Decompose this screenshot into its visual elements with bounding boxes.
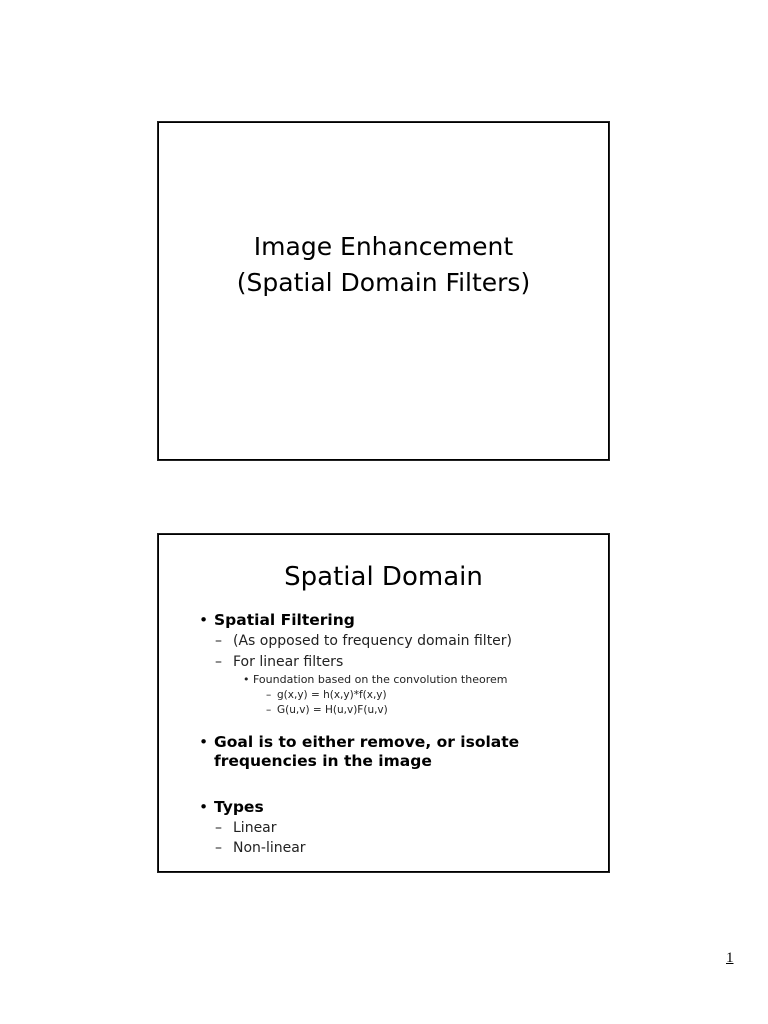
formula-item bbox=[266, 688, 387, 702]
bullet-text: Spatial Filtering bbox=[214, 611, 355, 629]
sub-bullet-text: Linear bbox=[233, 820, 277, 836]
formula-text: g(x,y) = h(x,y)*f(x,y) bbox=[277, 689, 387, 701]
sub-bullet-item bbox=[215, 632, 513, 650]
bullet-icon: • bbox=[199, 798, 209, 816]
sub-bullet-text: (As opposed to frequency domain filter) bbox=[233, 633, 513, 649]
sub-bullet-text: For linear filters bbox=[233, 654, 344, 670]
bullet-item bbox=[199, 611, 355, 630]
dash-icon: – bbox=[215, 820, 222, 836]
bullet-icon: • bbox=[243, 673, 250, 686]
dash-icon: – bbox=[215, 840, 222, 856]
dash-icon: – bbox=[215, 633, 222, 649]
bullet-icon: • bbox=[199, 611, 209, 629]
formula-text: G(u,v) = H(u,v)F(u,v) bbox=[277, 704, 388, 716]
slide-spatial-domain bbox=[158, 534, 609, 872]
bullet-text-line-2: frequencies in the image bbox=[214, 752, 432, 770]
slide-title-heading bbox=[159, 229, 608, 301]
dash-icon: – bbox=[266, 689, 272, 701]
dash-icon: – bbox=[215, 654, 222, 670]
bullet-icon: • bbox=[199, 733, 209, 751]
bullet-item bbox=[199, 798, 264, 817]
sub-bullet-text: Non-linear bbox=[233, 840, 306, 856]
title-line-1: Image Enhancement bbox=[253, 232, 514, 261]
title-line-2: (Spatial Domain Filters) bbox=[236, 268, 531, 297]
slide-heading: Spatial Domain bbox=[284, 562, 483, 592]
bullet-text-line-1: Goal is to either remove, or isolate bbox=[214, 733, 520, 751]
sub-bullet-item bbox=[215, 839, 306, 857]
bullet-item bbox=[199, 733, 520, 771]
sub-bullet-item bbox=[215, 819, 277, 837]
sub-sub-bullet-item bbox=[243, 673, 508, 687]
dash-icon: – bbox=[266, 704, 272, 716]
slide-title bbox=[158, 122, 609, 460]
formula-item bbox=[266, 703, 388, 717]
sub-bullet-item bbox=[215, 653, 344, 671]
sub-sub-bullet-text: Foundation based on the convolution theorem bbox=[253, 673, 508, 686]
bullet-text: Types bbox=[214, 798, 264, 816]
page-number: 1 bbox=[726, 950, 734, 966]
